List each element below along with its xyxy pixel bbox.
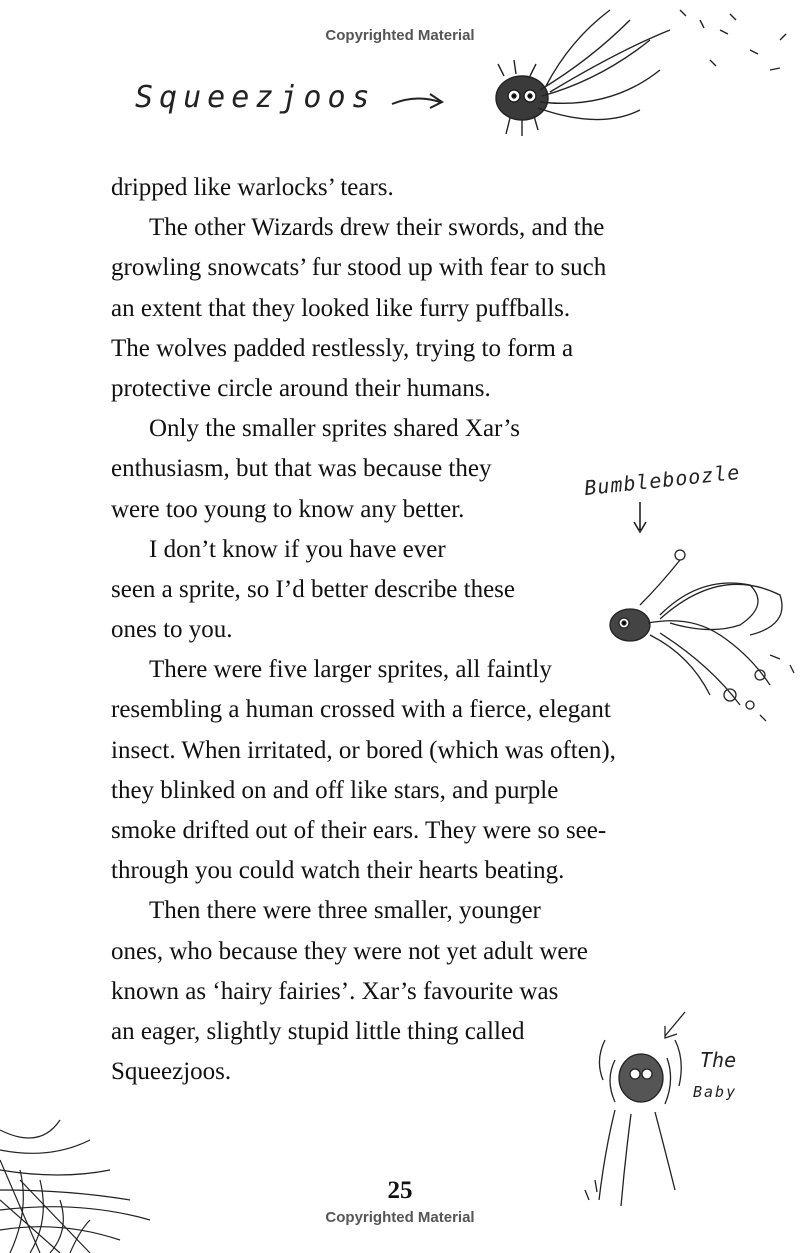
text-line: insect. When irritated, or bored (which was often), bbox=[111, 736, 616, 764]
text-line: an eager, slightly stupid little thing called bbox=[111, 1017, 525, 1045]
text-line: protective circle around their humans. bbox=[111, 374, 491, 402]
text-line: Squeezjoos. bbox=[111, 1058, 232, 1086]
text-line: known as ‘hairy fairies’. Xar’s favourite was bbox=[111, 977, 559, 1005]
text-line: seen a sprite, so I’d better describe these bbox=[111, 575, 516, 603]
the-label: The bbox=[700, 1048, 737, 1072]
text-line: ones, who because they were not yet adult were bbox=[111, 937, 588, 965]
text-line: There were five larger sprites, all faintly bbox=[149, 656, 552, 684]
text-line: resembling a human crossed with a fierce, elegant bbox=[111, 696, 611, 724]
text-line: an extent that they looked like furry puffballs. bbox=[111, 294, 571, 322]
text-line: smoke drifted out of their ears. They were so see- bbox=[111, 817, 607, 844]
body-text bbox=[111, 168, 691, 1092]
bumbleboozle-label: Bumbleboozle bbox=[583, 459, 742, 501]
copyright-watermark-bottom: Copyrighted Material bbox=[325, 1209, 475, 1226]
text-line: I don’t know if you have ever bbox=[149, 535, 446, 563]
text-line: growling snowcats’ fur stood up with fear to such bbox=[111, 254, 607, 282]
baby-label: Baby bbox=[693, 1083, 738, 1101]
text-line: Only the smaller sprites shared Xar’s bbox=[149, 415, 520, 443]
arrow-icon bbox=[388, 88, 448, 112]
text-line: enthusiasm, but that was because they bbox=[111, 455, 492, 483]
text-line: Then there were three smaller, younger bbox=[149, 897, 541, 925]
squeezjoos-label: Squeezjoos bbox=[135, 80, 376, 115]
copyright-watermark-top: Copyrighted Material bbox=[325, 27, 475, 44]
text-line: dripped like warlocks’ tears. bbox=[111, 174, 394, 201]
text-line: were too young to know any better. bbox=[111, 495, 465, 523]
page-number: 25 bbox=[387, 1177, 413, 1204]
text-line: The wolves padded restlessly, trying to form a bbox=[111, 334, 574, 362]
squeezjoos-sprite-illustration bbox=[480, 0, 800, 150]
text-line: through you could watch their hearts beating. bbox=[111, 857, 565, 885]
text-line: they blinked on and off like stars, and purple bbox=[111, 776, 559, 804]
text-line: The other Wizards drew their swords, and the bbox=[149, 214, 605, 242]
text-line: ones to you. bbox=[111, 616, 233, 644]
